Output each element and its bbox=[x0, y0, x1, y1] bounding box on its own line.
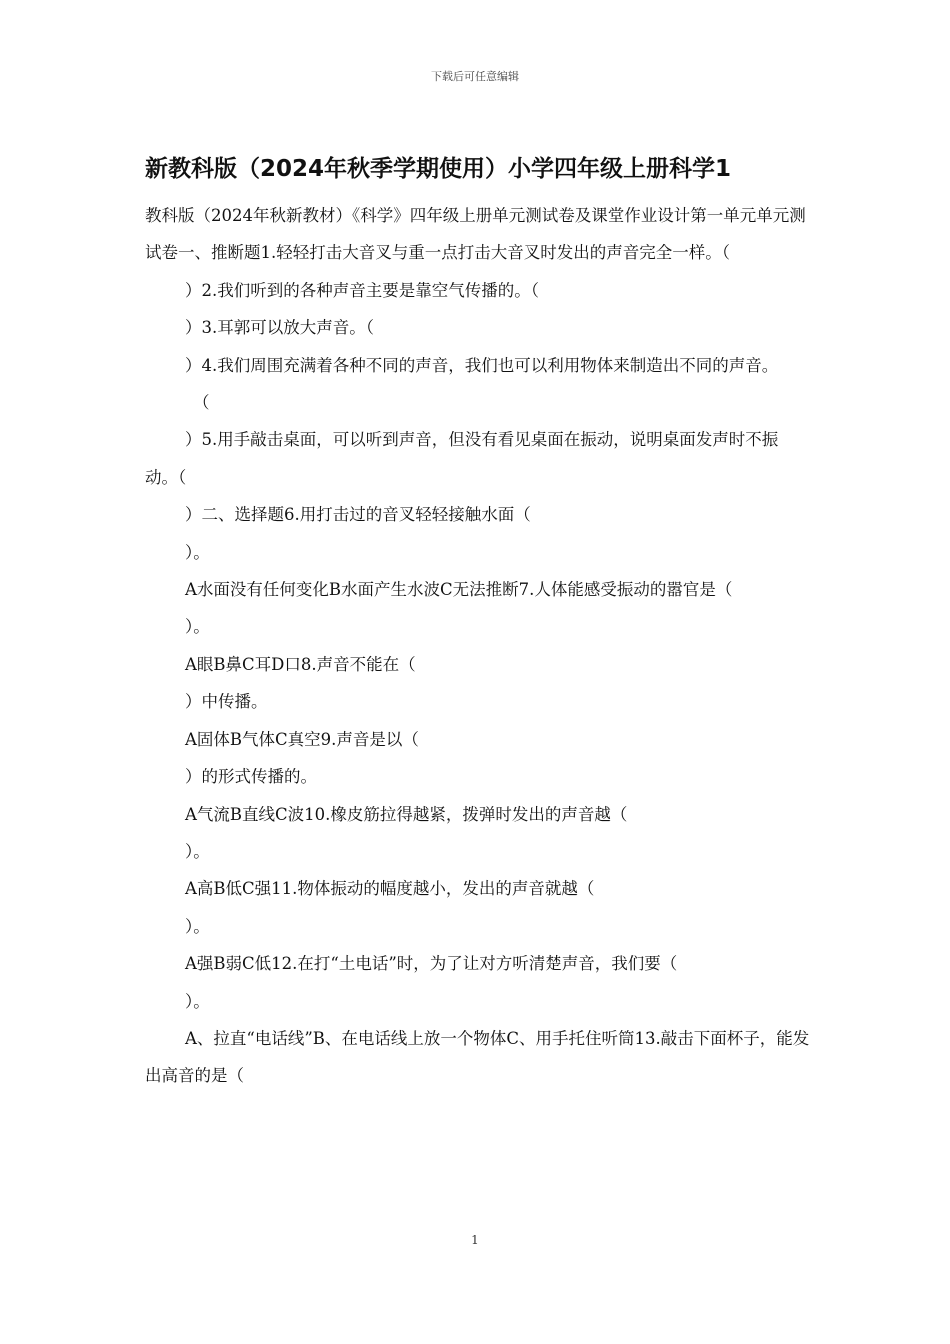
paragraph: ）4.我们周围充满着各种不同的声音，我们也可以利用物体来制造出不同的声音。 bbox=[185, 355, 779, 375]
paragraph: ）。 bbox=[185, 617, 210, 637]
paragraph: ）。 bbox=[185, 542, 210, 562]
paragraph: A、拉直“电话线”B、在电话线上放一个物体C、用手托住听筒13.敲击下面杯子，能发出高音的是（ bbox=[145, 1028, 810, 1086]
paragraph: ）二、选择题6.用打击过的音叉轻轻接触水面（ bbox=[185, 505, 531, 525]
paragraph: A眼B鼻C耳D口8.声音不能在（ bbox=[185, 654, 416, 674]
document-title: 新教科版（2024年秋季学期使用）小学四年级上册科学1 bbox=[145, 156, 732, 182]
paragraph: ）3.耳郭可以放大声音。（ bbox=[185, 318, 374, 338]
paragraph: ）5.用手敲击桌面，可以听到声音，但没有看见桌面在振动，说明桌面发声时不振动。（ bbox=[145, 430, 779, 487]
paragraph: ）2.我们听到的各种声音主要是靠空气传播的。（ bbox=[185, 280, 539, 300]
document-body bbox=[145, 197, 810, 1095]
paragraph: A固体B气体C真空9.声音是以（ bbox=[185, 729, 419, 749]
paragraph: ）。 bbox=[185, 991, 210, 1011]
paragraph: （ bbox=[193, 393, 210, 413]
page-number: 1 bbox=[471, 1233, 479, 1247]
paragraph: ）。 bbox=[185, 916, 210, 936]
paragraph: ）的形式传播的。 bbox=[185, 767, 317, 787]
paragraph: A高B低C强11.物体振动的幅度越小，发出的声音就越（ bbox=[185, 879, 595, 899]
paragraph: ）。 bbox=[185, 841, 210, 861]
paragraph: ）中传播。 bbox=[185, 692, 268, 712]
paragraph: A强B弱C低12.在打“土电话”时，为了让对方听清楚声音，我们要（ bbox=[185, 954, 678, 974]
paragraph: A气流B直线C波10.橡皮筋拉得越紧，拨弹时发出的声音越（ bbox=[185, 804, 628, 824]
page-header: 下载后可任意编辑 bbox=[431, 70, 519, 83]
paragraph: A水面没有任何变化B水面产生水波C无法推断7.人体能感受振动的嚣官是（ bbox=[185, 580, 733, 600]
paragraph: 教科版（2024年秋新教材）《科学》四年级上册单元测试卷及课堂作业设计第一单元单元测试卷一、推断题1.轻轻打击大音叉与重一点打击大音叉时发出的声音完全一样。（ bbox=[145, 206, 806, 263]
